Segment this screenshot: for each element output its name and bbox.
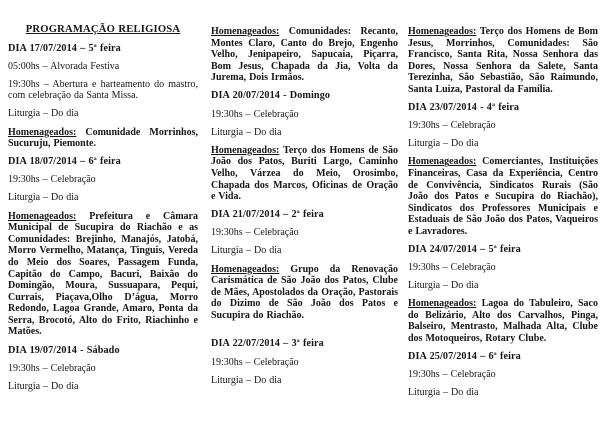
honorees-label: Homenageados: <box>408 298 477 310</box>
honorees-paragraph: Homenageados: Grupo da Renovação Carismática de São João dos Patos, Clube de Mães, Apostolados da Oração, Pastorais do Dizimo de São João dos Patos e Sucupira do Riachão. <box>211 263 398 321</box>
honorees-label: Homenageados: <box>211 263 280 275</box>
schedule-line: Liturgia – Do dia <box>8 380 79 392</box>
honorees-label: Homenageados: <box>408 26 477 37</box>
column-2 <box>211 26 398 393</box>
schedule-paragraph: 19:30hs – Abertura e harteamento do mastro, com celebração da Santa Missa. <box>8 78 198 102</box>
schedule-line: Liturgia – Do dia <box>408 138 479 150</box>
schedule-line: 19:30hs – Celebração <box>211 108 299 120</box>
day-heading: DIA 25/07/2014 – 6ª feira <box>408 351 521 363</box>
page-title: PROGRAMAÇÃO RELIGIOSA <box>25 24 181 35</box>
schedule-line: 19:30hs – Celebração <box>211 356 299 368</box>
schedule-line: 19:30hs – Celebração <box>408 369 496 381</box>
honorees-paragraph: Homenageados: Comunidade Morrinhos, Sucuruju, Piemonte. <box>8 126 198 150</box>
day-heading: DIA 18/07/2014 – 6ª feira <box>8 156 121 168</box>
honorees-label: Homenageados: <box>211 26 280 37</box>
schedule-line: Liturgia – Do dia <box>211 374 282 386</box>
honorees-paragraph: Homenageados: Comerciantes, Instituições Financeiras, Casa da Experiência, Centro de Convivência, Sindicatos Rurais (São João dos Patos e Sucupira do Riachão), Sindicatos dos Professores Municipais e Estaduais de São João dos Patos, Vaqueiros e Lavradores. <box>408 156 598 237</box>
honorees-paragraph: Homenageados: Terço dos Homens de Bom Jesus, Morrinhos, Comunidades: São Francisco, Santa Rita, Nossa Senhora das Dores, Nossa Senhora da Salete, Santa Terezinha, São Sebastião, São Raimundo, Santa Luiza, Pastoral da Família. <box>408 26 598 95</box>
honorees-label: Homenageados: <box>8 210 77 222</box>
schedule-line: 19:30hs – Celebração <box>408 262 496 274</box>
honorees-label: Homenageados: <box>211 144 280 156</box>
schedule-line: 19:30hs – Celebração <box>8 174 96 186</box>
schedule-line: 19:30hs – Celebração <box>408 120 496 132</box>
schedule-line: Liturgia – Do dia <box>408 280 479 292</box>
honorees-paragraph: Homenageados: Terço dos Homens de São João dos Patos, Buriti Largo, Caminho Velho, Várzea do Meio, Orosimbo, Chapada dos Marcos, Oficinas de Oração e Vida. <box>211 144 398 203</box>
schedule-line: 19:30hs – Celebração <box>211 227 299 239</box>
day-heading: DIA 24/07/2014 – 5ª feira <box>408 244 521 255</box>
day-heading: DIA 23/07/2014 - 4ª feira <box>408 102 520 114</box>
schedule-line: Liturgia – Do dia <box>8 108 79 120</box>
honorees-label: Homenageados: <box>8 126 77 138</box>
day-heading: DIA 17/07/2014 – 5ª feira <box>8 42 121 54</box>
schedule-line: Liturgia – Do dia <box>211 245 282 257</box>
honorees-paragraph: Homenageados: Comunidades: Recanto, Montes Claro, Canto do Brejo, Engenho Velho, Jenipapeiro, Sapucaia, Piçarra, Bom Jesus, Chapada da Jia, Volta da Jurema, Dois Irmãos. <box>211 26 398 84</box>
column-1 <box>8 24 198 399</box>
schedule-line: Liturgia – Do dia <box>8 192 79 204</box>
column-3 <box>408 26 598 405</box>
honorees-paragraph: Homenageados: Lagoa do Tabuleiro, Saco do Belizário, Alto dos Carvalhos, Pinga, Balseiro, Mentrasto, Malhada Alta, Clube dos Motoqueiros, Rotary Clube. <box>408 298 598 345</box>
honorees-label: Homenageados: <box>408 156 477 168</box>
schedule-line: Liturgia – Do dia <box>211 126 282 138</box>
schedule-line: 19:30hs – Celebração <box>8 362 96 374</box>
schedule-line: Liturgia – Do dia <box>408 387 479 399</box>
day-heading: DIA 19/07/2014 - Sábado <box>8 344 120 356</box>
day-heading: DIA 21/07/2014 – 2ª feira <box>211 209 324 221</box>
honorees-paragraph: Homenageados: Prefeitura e Câmara Municipal de Sucupira do Riachão e as Comunidades: Brejinho, Manajós, Jatobá, Morro Vermelho, Matança, Tinguis, Vereda do Meio dos Soares, Passagem Funda, Capitão do Campo, Bacuri, Baixão do Domingão, Moura, Sussuapara, Pequi, Currais, Piaçava,Olho D’água, Morro Redondo, Lagoa Grande, Amaro, Ponta da Serra, Brocotó, Alto do Frito, Riachinho e Matões. <box>8 210 198 338</box>
schedule-line: 05:00hs – Alvorada Festiva <box>8 60 120 72</box>
day-heading: DIA 20/07/2014 - Domingo <box>211 90 331 102</box>
day-heading: DIA 22/07/2014 – 3ª feira <box>211 338 324 350</box>
